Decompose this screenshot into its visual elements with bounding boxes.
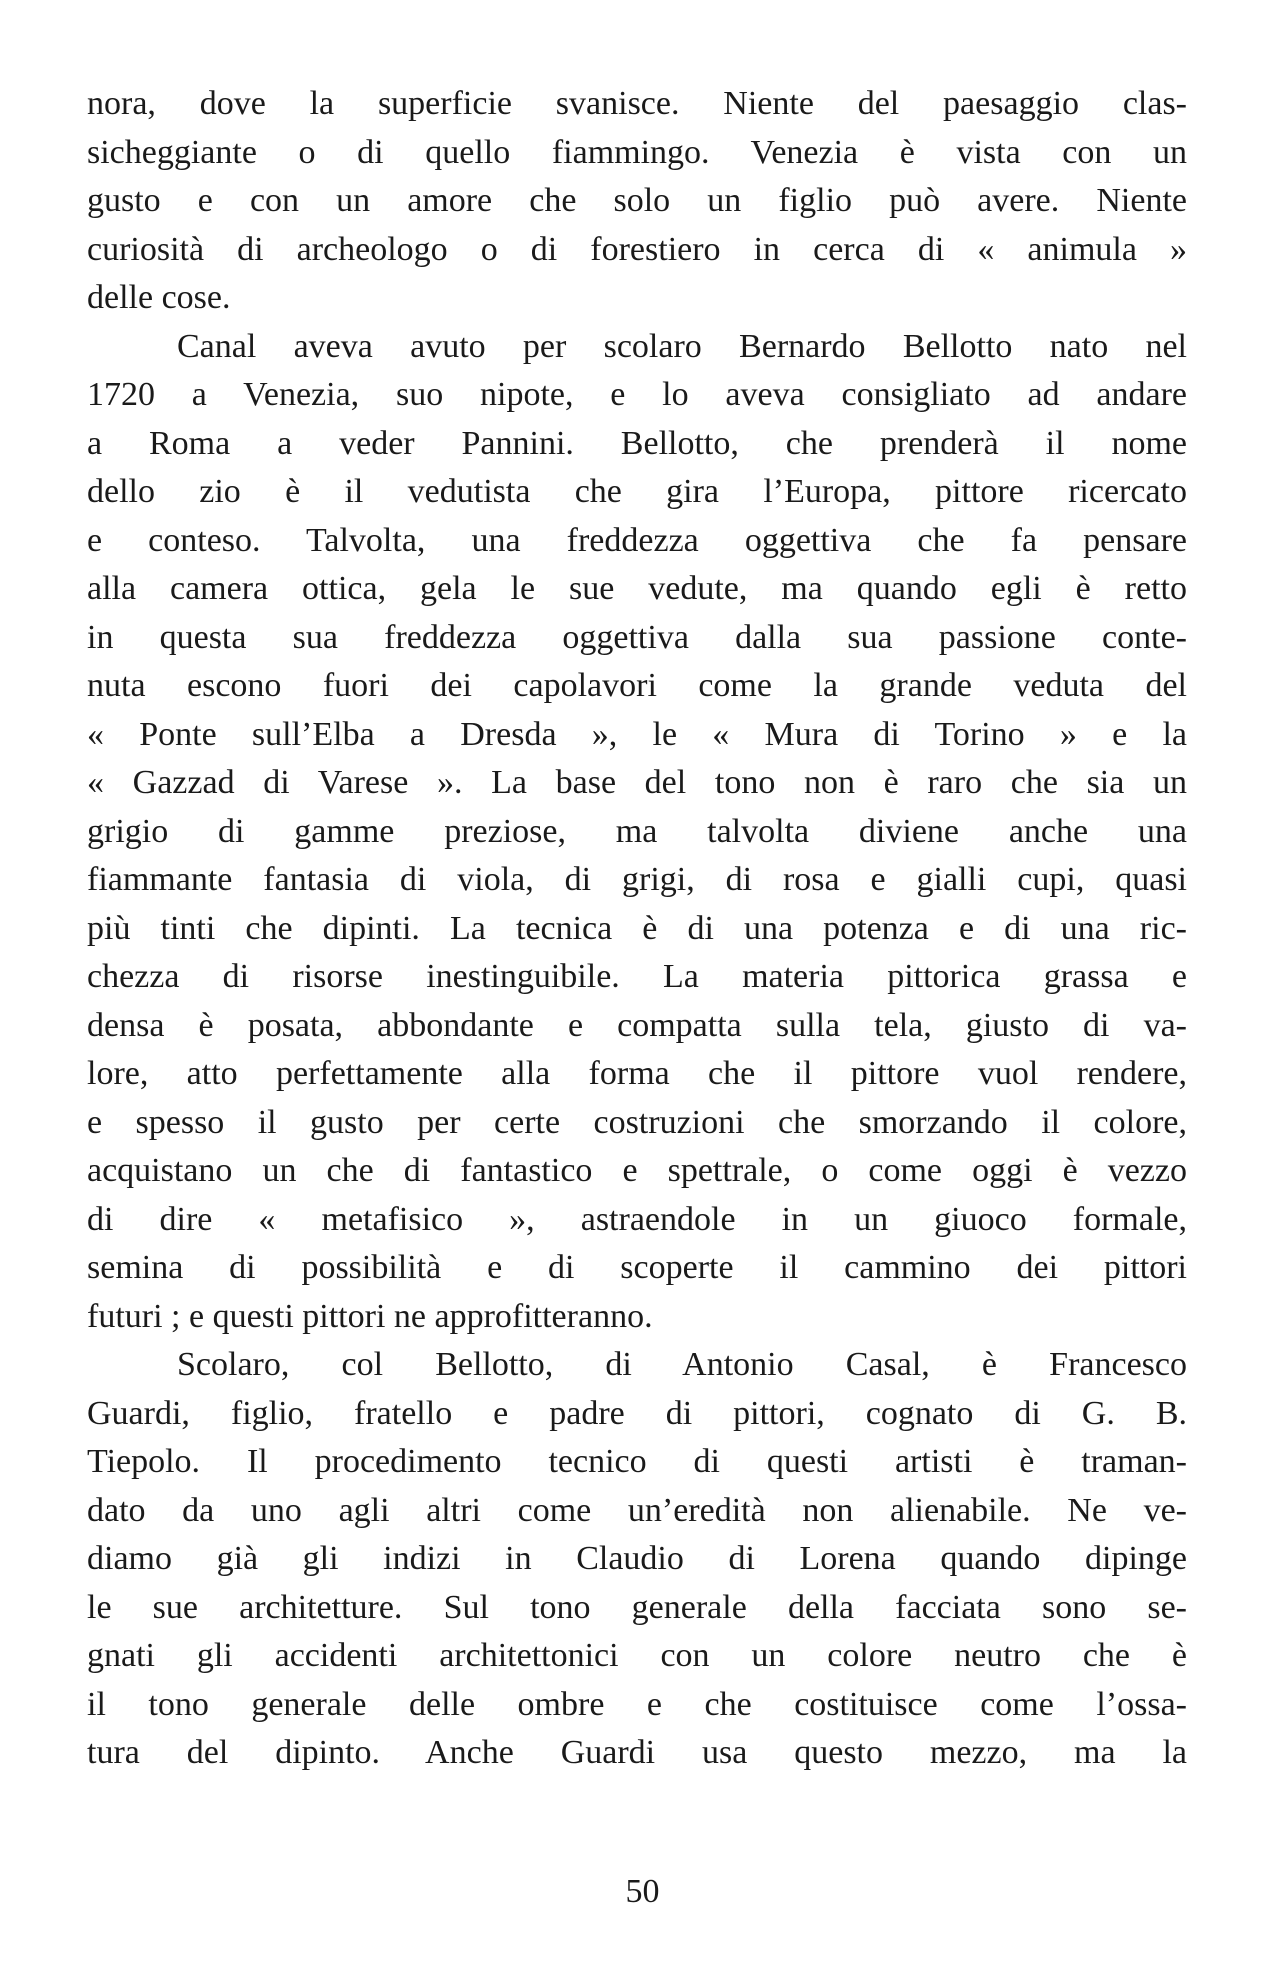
text-line: le sue architetture. Sul tono generale della facciata sono se- [87, 1588, 1187, 1626]
body-text [87, 80, 1187, 1778]
text-line: futuri ; e questi pittori ne approfitteranno. [87, 1297, 653, 1335]
text-line: Tiepolo. Il procedimento tecnico di questi artisti è traman- [87, 1443, 1187, 1480]
text-line: nuta escono fuori dei capolavori come la grande veduta del [87, 667, 1187, 704]
text-line: lore, atto perfettamente alla forma che il pittore vuol rendere, [87, 1055, 1187, 1092]
text-line: alla camera ottica, gela le sue vedute, ma quando egli è retto [87, 570, 1187, 607]
text-line: dello zio è il vedutista che gira l’Europa, pittore ricercato [87, 473, 1187, 510]
text-line: dato da uno agli altri come un’eredità non alienabile. Ne ve- [87, 1491, 1187, 1529]
text-line: sicheggiante o di quello fiammingo. Venezia è vista con un [87, 133, 1187, 171]
text-line: 1720 a Venezia, suo nipote, e lo aveva consigliato ad andare [87, 376, 1187, 413]
text-line: Guardi, figlio, fratello e padre di pittori, cognato di G. B. [87, 1394, 1187, 1432]
text-line: « Gazzad di Varese ». La base del tono non è raro che sia un [87, 764, 1187, 801]
text-line: in questa sua freddezza oggettiva dalla sua passione conte- [87, 618, 1187, 656]
text-line: grigio di gamme preziose, ma talvolta diviene anche una [87, 812, 1187, 850]
text-line: semina di possibilità e di scoperte il cammino dei pittori [87, 1249, 1187, 1286]
text-line: tura del dipinto. Anche Guardi usa questo mezzo, ma la [87, 1734, 1187, 1771]
paragraph-start-line: Canal aveva avuto per scolaro Bernardo Bellotto nato nel [177, 327, 1187, 365]
paragraph-start-line: Scolaro, col Bellotto, di Antonio Casal, è Francesco [177, 1346, 1187, 1383]
text-line: più tinti che dipinti. La tecnica è di una potenza e di una ric- [87, 909, 1187, 947]
text-line: il tono generale delle ombre e che costituisce come l’ossa- [87, 1685, 1187, 1723]
text-line: delle cose. [87, 279, 231, 316]
text-line: chezza di risorse inestinguibile. La materia pittorica grassa e [87, 958, 1187, 995]
text-line: curiosità di archeologo o di forestiero in cerca di « animula » [87, 230, 1187, 268]
text-line: diamo già gli indizi in Claudio di Lorena quando dipinge [87, 1540, 1187, 1577]
text-line: nora, dove la superficie svanisce. Niente del paesaggio clas- [87, 85, 1187, 122]
page-number: 50 [625, 1873, 660, 1910]
text-line: « Ponte sull’Elba a Dresda », le « Mura di Torino » e la [87, 715, 1187, 753]
text-line: gusto e con un amore che solo un figlio può avere. Niente [87, 182, 1187, 219]
text-line: e spesso il gusto per certe costruzioni che smorzando il colore, [87, 1103, 1187, 1141]
text-line: di dire « metafisico », astraendole in un giuoco formale, [87, 1200, 1187, 1238]
text-line: a Roma a veder Pannini. Bellotto, che prenderà il nome [87, 424, 1187, 462]
text-line: e conteso. Talvolta, una freddezza oggettiva che fa pensare [87, 521, 1187, 559]
text-line: fiammante fantasia di viola, di grigi, di rosa e gialli cupi, quasi [87, 861, 1187, 898]
text-line: gnati gli accidenti architettonici con un colore neutro che è [87, 1637, 1187, 1674]
text-line: densa è posata, abbondante e compatta sulla tela, giusto di va- [87, 1006, 1187, 1044]
text-line: acquistano un che di fantastico e spettrale, o come oggi è vezzo [87, 1152, 1187, 1189]
